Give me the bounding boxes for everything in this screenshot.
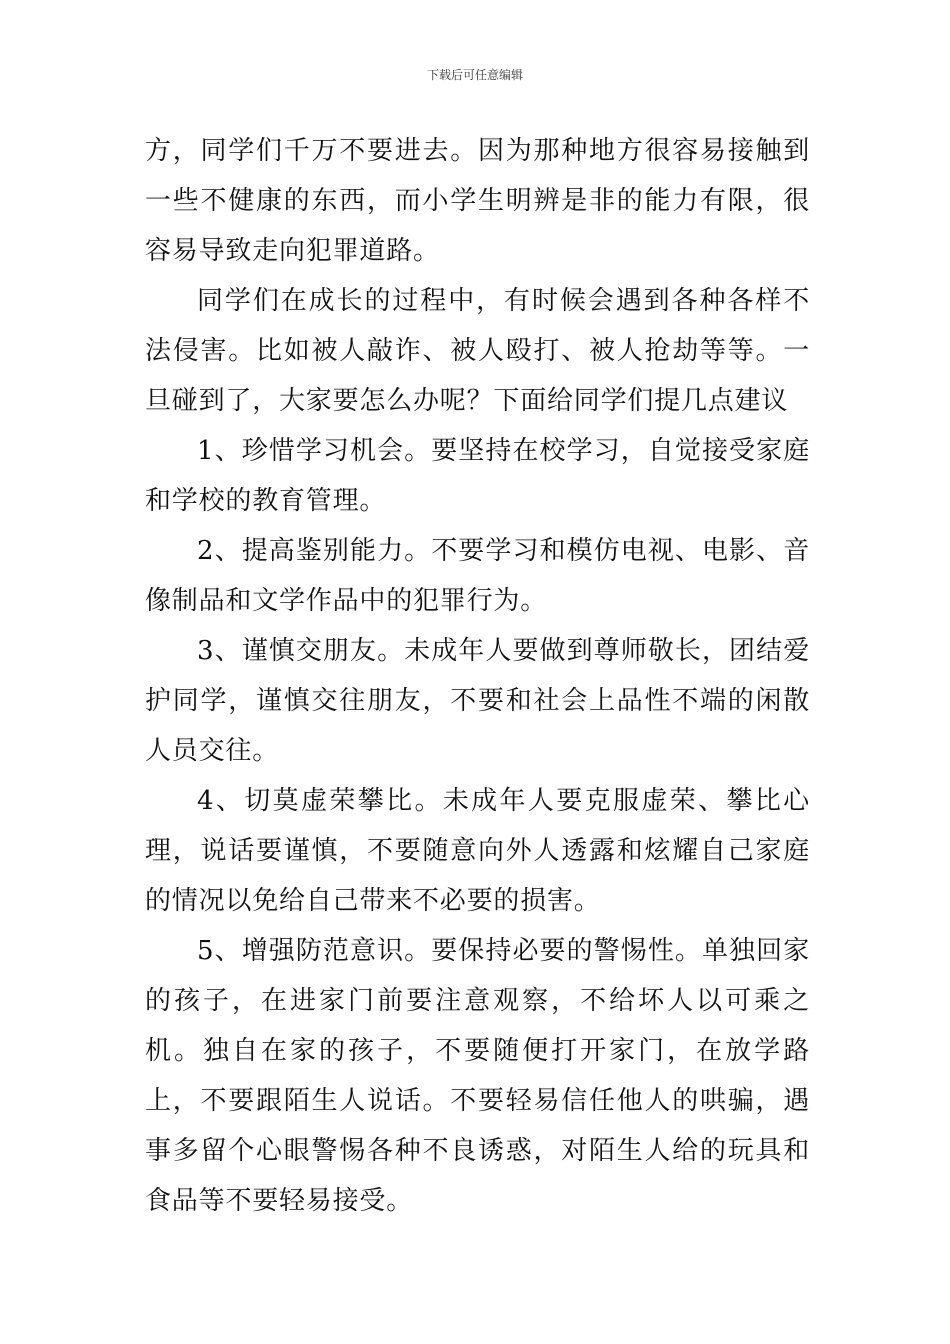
paragraph-5: 3、谨慎交朋友。未成年人要做到尊师敬长，团结爱护同学，谨慎交往朋友，不要和社会上品性不端的闲散人员交往。	[145, 636, 810, 766]
document-body	[145, 126, 810, 1226]
paragraph-3: 1、珍惜学习机会。要坚持在校学习，自觉接受家庭和学校的教育管理。	[145, 436, 810, 516]
paragraph-2: 同学们在成长的过程中，有时候会遇到各种各样不法侵害。比如被人敲诈、被人殴打、被人抢劫等等。一旦碰到了，大家要怎么办呢？下面给同学们提几点建议	[145, 286, 810, 416]
header-note: 下载后可任意编辑	[426, 68, 523, 82]
paragraph-1: 方，同学们千万不要进去。因为那种地方很容易接触到一些不健康的东西，而小学生明辨是非的能力有限，很容易导致走向犯罪道路。	[145, 136, 810, 266]
paragraph-6: 4、切莫虚荣攀比。未成年人要克服虚荣、攀比心理，说话要谨慎，不要随意向外人透露和炫耀自己家庭的情况以免给自己带来不必要的损害。	[145, 786, 810, 916]
paragraph-7: 5、增强防范意识。要保持必要的警惕性。单独回家的孩子，在进家门前要注意观察，不给坏人以可乘之机。独自在家的孩子，不要随便打开家门，在放学路上，不要跟陌生人说话。不要轻易信任他人的哄骗，遇事多留个心眼警惕各种不良诱惑，对陌生人给的玩具和食品等不要轻易接受。	[145, 936, 810, 1216]
paragraph-4: 2、提高鉴别能力。不要学习和模仿电视、电影、音像制品和文学作品中的犯罪行为。	[145, 536, 810, 616]
